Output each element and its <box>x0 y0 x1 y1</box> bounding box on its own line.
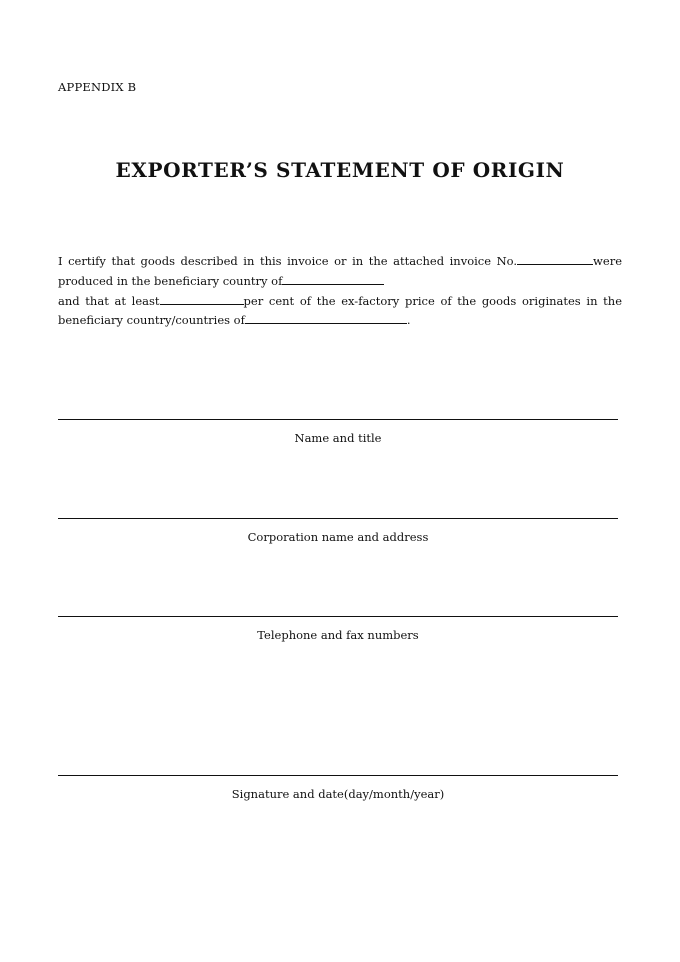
appendix-label: APPENDIX B <box>58 80 137 94</box>
field-label: Telephone and fax numbers <box>257 628 419 642</box>
field-label: Name and title <box>294 431 382 445</box>
statement-text: and that at least <box>58 293 160 308</box>
signature-line[interactable] <box>58 518 618 519</box>
invoice-number-blank[interactable] <box>517 252 593 265</box>
telephone-fax-field <box>58 616 618 642</box>
statement-line-1 <box>58 252 622 272</box>
signature-line[interactable] <box>58 419 618 420</box>
statement-line-4 <box>58 311 622 331</box>
percentage-blank[interactable] <box>160 292 244 305</box>
statement-text: beneficiary country/countries of <box>58 313 245 328</box>
statement-text: I certify that goods described in this invoice or in the attached invoice No. <box>58 254 518 268</box>
statement-text: produced in the beneficiary country of <box>58 273 283 288</box>
corporation-field <box>58 518 618 544</box>
statement-text: were <box>593 254 622 268</box>
document-title: EXPORTER’S STATEMENT OF ORIGIN <box>115 158 565 182</box>
beneficiary-countries-blank[interactable] <box>245 311 407 324</box>
certification-statement <box>58 252 622 331</box>
signature-date-field <box>58 775 618 801</box>
name-title-field <box>58 419 618 445</box>
statement-line-3 <box>58 292 622 312</box>
signature-line[interactable] <box>58 616 618 617</box>
field-label: Corporation name and address <box>247 530 429 544</box>
statement-text: per cent of the ex-factory price of the goods originates in the <box>243 293 622 308</box>
field-label: Signature and date(day/month/year) <box>231 787 445 801</box>
signature-line[interactable] <box>58 775 618 776</box>
statement-text: . <box>406 313 411 328</box>
statement-line-2 <box>58 272 622 292</box>
beneficiary-country-blank[interactable] <box>282 272 384 285</box>
